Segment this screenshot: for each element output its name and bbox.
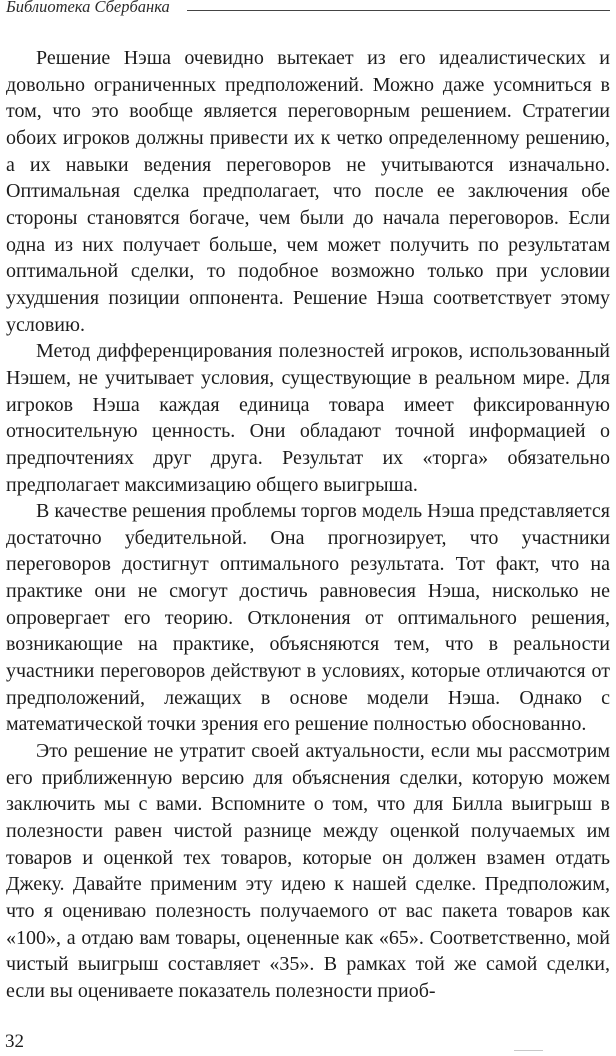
paragraph: Это решение не утратит своей актуальности, если мы рассмотрим его приближенную версию для объяснения сделки, которую можем заключить мы с вами. Вспомните о том, что для Билла выигрыш в полезности равен чистой разнице между оценкой получаемых им товаров и оценкой тех товаров, которые он должен взамен отдать Джеку. Давайте применим эту идею к нашей сделке. Предположим, что я оцениваю полезность получаемого от вас пакета товаров как «100», а отдаю вам товары, оцененные как «65». Соответственно, мой чистый выигрыш составляет «35». В рамках той же самой сделки, если вы оцениваете показатель полезности приоб- (6, 740, 610, 1002)
paragraph: Метод дифференцирования полезностей игроков, использованный Нэшем, не учитывает условия, существующие в реальном мире. Для игроков Нэша каждая единица товара имеет фиксированную относительную ценность. Они обладают точной информацией о предпочтениях друг друга. Результат их «торга» обязательно предполагает максимизацию общего выигрыша. (6, 340, 610, 496)
page-number: 32 (5, 1031, 24, 1052)
paragraph: В качестве решения проблемы торгов модель Нэша представляется достаточно убедительной. Она прогнозирует, что участники переговоров достигнут оптимального результата. Тот факт, что на практике они не смогут достичь равновесия Нэша, нисколько не опровергает его теорию. Отклонения от оптимального решения, возникающие на практике, объясняются тем, что в реальности участники переговоров действуют в условиях, которые отличаются от предположений, лежащих в основе модели Нэша. Однако с математической точки зрения его решение полностью обоснованно. (6, 500, 610, 736)
footer-mark (514, 1050, 543, 1051)
running-head (6, 0, 610, 24)
body-text (6, 45, 610, 1005)
paragraph: Решение Нэша очевидно вытекает из его идеалистических и довольно ограниченных предположений. Можно даже усомниться в том, что это вообще является переговорным решением. Стратегии обоих игроков должны привести их к четко определенному решению, а их навыки ведения переговоров не учитываются изначально. Оптимальная сделка предполагает, что после ее заключения обе стороны становятся богаче, чем были до начала переговоров. Если одна из них получает больше, чем может получить по результатам оптимальной сделки, то подобное возможно только при условии ухудшения позиции оппонента. Решение Нэша соответствует этому условию. (6, 47, 610, 336)
running-title: Библиотека Сбербанка (6, 0, 170, 16)
header-rule (187, 10, 610, 11)
